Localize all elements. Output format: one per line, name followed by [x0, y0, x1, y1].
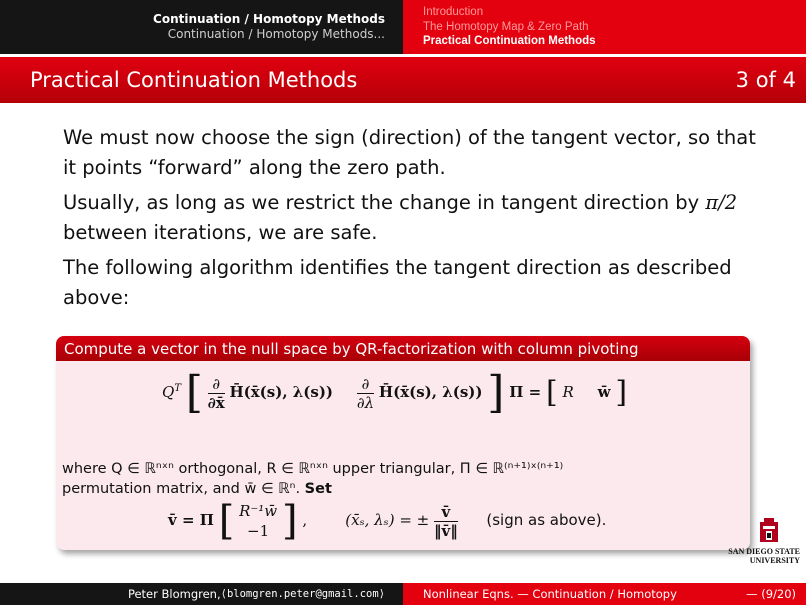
logo-text [728, 548, 800, 565]
header-section [0, 0, 403, 54]
algorithm-block [56, 336, 750, 550]
paragraph-tangent-sign: We must now choose the sign (direction) of the tangent vector, so that it points “forward” along the zero path. [63, 126, 756, 179]
h-term-1: H̄(x̄(s), λ(s)) [229, 383, 334, 401]
left-bracket: [ [185, 367, 203, 418]
rhs-right-bracket: ] [615, 375, 628, 410]
vector-right-bracket: ] [281, 498, 298, 544]
tangent-lhs: (x̄ₛ, λₛ) = ± [345, 511, 430, 529]
paragraph-algorithm-intro: The following algorithm identifies the tangent direction as described above: [63, 256, 732, 309]
partial-x-num: ∂ [208, 375, 225, 394]
description-line-1: where Q ∈ ℝⁿˣⁿ orthogonal, R ∈ ℝⁿˣⁿ upper triangular, Π ∈ ℝ⁽ⁿ⁺¹⁾ˣ⁽ⁿ⁺¹⁾ [62, 461, 564, 477]
author-email: ⟨blomgren.peter@gmail.com⟩ [220, 588, 385, 600]
nav-item-homotopy-map[interactable]: The Homotopy Map & Zero Path [423, 20, 589, 33]
partial-x-den: ∂x̄ [207, 393, 225, 412]
qr-equation [162, 367, 628, 418]
w-symbol: w̄ [597, 383, 611, 401]
normalized-v-num: v̄ [434, 503, 458, 522]
description-line-2 [62, 479, 742, 499]
partial-x-fraction [208, 375, 225, 412]
r-symbol: R [562, 383, 574, 401]
university-logo [728, 518, 800, 566]
pi-over-two: π/2 [705, 191, 738, 214]
block-body [56, 361, 750, 550]
pi-equals: Π = [509, 383, 542, 401]
nav-item-introduction[interactable]: Introduction [423, 6, 484, 19]
section-title[interactable]: Continuation / Homotopy Methods [153, 12, 385, 26]
tangent-equation [168, 499, 606, 543]
set-keyword: Set [304, 481, 332, 497]
nav-item-practical-continuation[interactable]: Practical Continuation Methods [423, 35, 596, 48]
column-vector [239, 501, 277, 541]
normalized-v-fraction [434, 503, 458, 540]
section-subtitle[interactable]: Continuation / Homotopy Methods... [167, 27, 385, 41]
frame-page-indicator: 3 of 4 [735, 68, 796, 92]
vector-bottom: −1 [247, 522, 270, 540]
vector-left-bracket: [ [218, 498, 235, 544]
footer-bar [0, 583, 806, 605]
footer-author [0, 583, 403, 605]
slide-body [63, 123, 763, 318]
q-symbol: Q [162, 383, 175, 401]
footer-course [403, 583, 806, 605]
logo-line-1: SAN DIEGO STATE [728, 547, 800, 556]
header-bar [0, 0, 806, 54]
paragraph-restriction-tail: between iterations, we are safe. [63, 220, 378, 244]
sign-note: (sign as above). [486, 511, 607, 529]
transpose-sup: T [174, 383, 181, 394]
paragraph-restriction [63, 188, 763, 247]
h-term-2: H̄(x̄(s), λ(s)) [378, 383, 483, 401]
logo-line-2: UNIVERSITY [749, 555, 800, 565]
course-title: Nonlinear Eqns. — Continuation / Homotopy [423, 587, 677, 601]
right-bracket: ] [487, 367, 505, 418]
partial-lambda-den: ∂λ [356, 393, 375, 412]
rhs-left-bracket: [ [545, 375, 558, 410]
slide-number: — (9/20) [746, 587, 796, 601]
vector-top: R⁻¹w̄ [239, 502, 278, 520]
partial-lambda-fraction [357, 375, 374, 412]
block-description [62, 459, 742, 499]
partial-lambda-num: ∂ [357, 375, 374, 394]
sdsu-logo-icon [758, 518, 780, 546]
equation-comma: , [302, 511, 308, 529]
block-title: Compute a vector in the null space by QR-factorization with column pivoting [56, 336, 750, 361]
header-nav [403, 0, 806, 54]
normalized-v-den: ‖v̄‖ [434, 521, 458, 540]
paragraph-restriction-text: Usually, as long as we restrict the change in tangent direction by [63, 191, 700, 214]
author-name: Peter Blomgren, [127, 587, 221, 601]
frame-title: Practical Continuation Methods [30, 68, 358, 92]
frame-title-bar [0, 57, 806, 103]
description-line-2-text: permutation matrix, and w̄ ∈ ℝⁿ. [62, 481, 305, 497]
v-equals-pi: v̄ = Π [168, 511, 214, 529]
